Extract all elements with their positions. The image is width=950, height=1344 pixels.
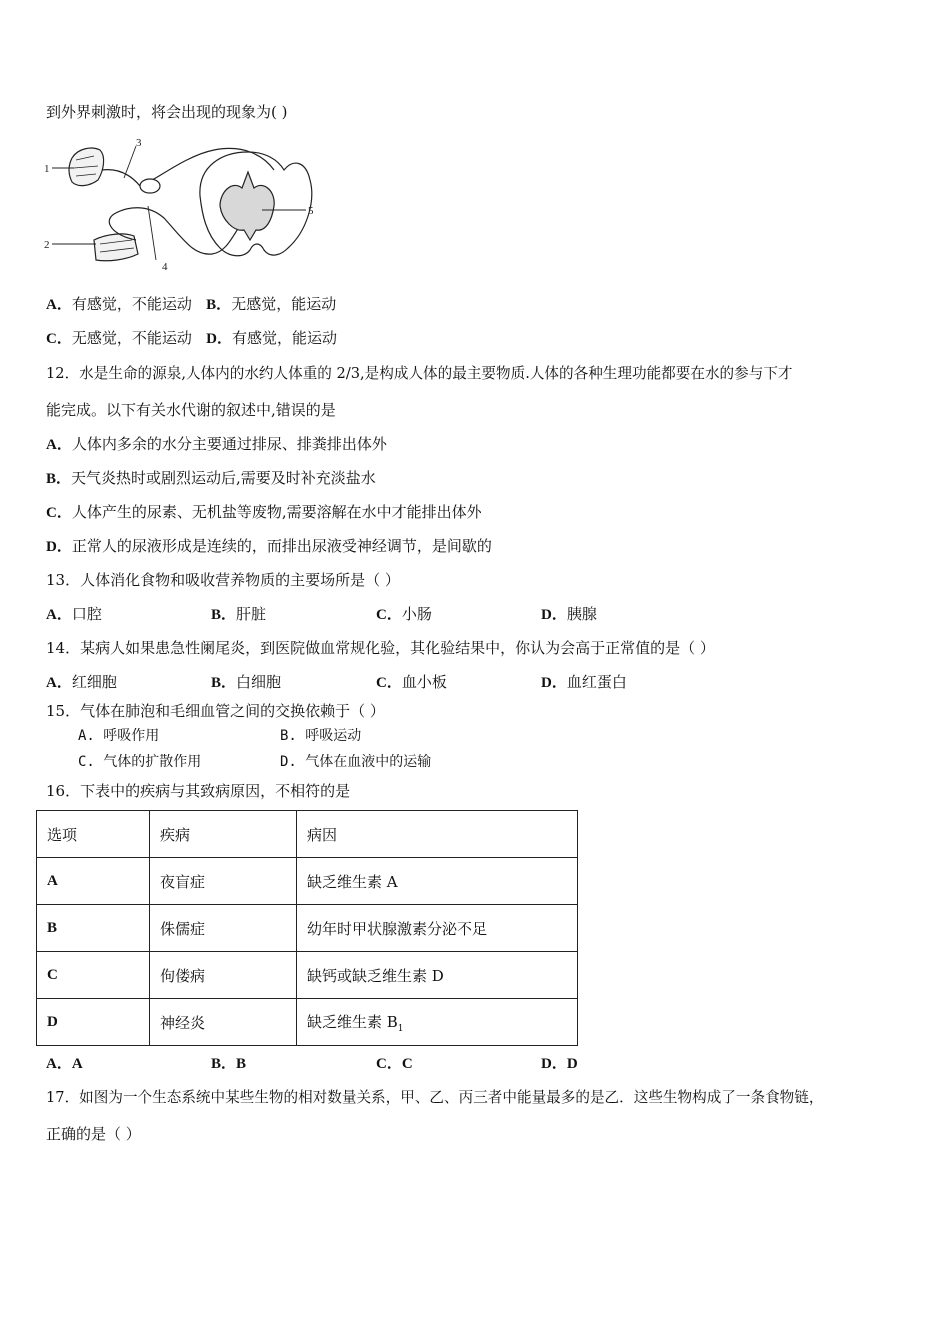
q16-option-c xyxy=(376,1053,413,1074)
q12-option-d-text: 正常人的尿液形成是连续的，而排出尿液受神经调节，是间歇的 xyxy=(71,537,492,555)
q12-option-b xyxy=(46,468,376,489)
q12-option-b-label: B． xyxy=(46,471,72,487)
figure-label-5: 5 xyxy=(308,205,314,217)
q15-option-c xyxy=(78,752,201,772)
q13-option-b xyxy=(211,604,266,625)
q16-option-c-label: C． xyxy=(376,1056,402,1072)
q12-option-b-text: 天气炎热时或剧烈运动后,需要及时补充淡盐水 xyxy=(71,469,376,487)
q12-stem-line1: 12．水是生命的源泉,人体内的水约人体重的 2/3,是构成人体的最主要物质.人体的各种生理功能都要在水的参与下才 xyxy=(46,365,793,382)
q16-option-d-label: D． xyxy=(541,1056,567,1072)
table-cell-cause xyxy=(297,999,578,1046)
q15-option-d-text: 气体在血液中的运输 xyxy=(305,754,432,770)
q14-option-c-text: 血小板 xyxy=(401,673,447,691)
q16-option-a-text: A xyxy=(71,1056,83,1072)
table-row xyxy=(37,952,578,999)
q15-option-d-label: D. xyxy=(280,754,297,770)
q13-option-d-label: D． xyxy=(541,607,567,623)
table-cell-disease: 佝偻病 xyxy=(150,952,297,999)
q14-option-b xyxy=(211,672,281,693)
q13-stem: 13．人体消化食物和吸收营养物质的主要场所是（ ） xyxy=(46,571,400,589)
q13-option-a xyxy=(46,604,102,625)
q14-option-c-label: C． xyxy=(376,675,402,691)
q13-option-d-text: 胰腺 xyxy=(566,605,597,623)
q13-option-b-label: B． xyxy=(211,607,237,623)
q15-option-b-text: 呼吸运动 xyxy=(305,728,362,744)
q11-options-row2 xyxy=(46,328,337,349)
table-cell-option: C xyxy=(37,952,150,999)
q13-option-d xyxy=(541,604,597,625)
table-header-cause: 病因 xyxy=(297,811,578,858)
table-row xyxy=(37,905,578,952)
q13-option-a-text: 口腔 xyxy=(71,605,102,623)
table-row xyxy=(37,858,578,905)
q14-option-a xyxy=(46,672,117,693)
table-header-disease: 疾病 xyxy=(150,811,297,858)
q14-option-d-text: 血红蛋白 xyxy=(566,673,627,691)
q14-option-b-text: 白细胞 xyxy=(236,673,282,691)
q16-option-d-text: D xyxy=(566,1056,578,1072)
q17-stem-line1: 17．如图为一个生态系统中某些生物的相对数量关系，甲、乙、丙三者中能量最多的是乙．这些生物构成了一条食物链， xyxy=(46,1089,824,1106)
q11-option-a-text: 有感觉，不能运动 xyxy=(71,295,192,313)
q16-stem: 16．下表中的疾病与其致病原因，不相符的是 xyxy=(46,782,351,800)
table-header-option: 选项 xyxy=(37,811,150,858)
q14-option-b-label: B． xyxy=(211,675,237,691)
q12-option-a xyxy=(46,434,387,455)
q11-option-d-label: D． xyxy=(206,331,233,347)
q12-option-c xyxy=(46,502,482,523)
table-cell-cause-subscript: 1 xyxy=(397,1023,404,1034)
q14-option-c xyxy=(376,672,447,693)
q15-option-c-text: 气体的扩散作用 xyxy=(103,754,202,770)
q16-option-d xyxy=(541,1053,578,1074)
q15-option-a xyxy=(78,726,159,746)
q12-option-a-label: A． xyxy=(46,437,72,453)
q13-option-a-label: A． xyxy=(46,607,72,623)
table-row xyxy=(37,999,578,1046)
table-cell-cause-text: 缺乏维生素 B xyxy=(307,1012,398,1031)
q16-table xyxy=(36,810,578,1046)
q15-option-a-text: 呼吸作用 xyxy=(103,728,160,744)
q12-option-d xyxy=(46,536,492,557)
q12-option-a-text: 人体内多余的水分主要通过排尿、排粪排出体外 xyxy=(71,435,387,453)
q15-option-b-label: B. xyxy=(280,728,297,744)
q11-option-b-label: B． xyxy=(206,297,232,313)
q12-option-c-label: C． xyxy=(46,505,72,521)
q16-option-a-label: A． xyxy=(46,1056,72,1072)
q13-option-b-text: 肝脏 xyxy=(236,605,267,623)
q16-option-b-label: B． xyxy=(211,1056,237,1072)
q13-option-c xyxy=(376,604,432,625)
q14-option-a-label: A． xyxy=(46,675,72,691)
q16-option-c-text: C xyxy=(401,1056,413,1072)
reflex-arc-figure xyxy=(44,136,320,278)
q14-option-a-text: 红细胞 xyxy=(71,673,117,691)
table-cell-cause: 幼年时甲状腺激素分泌不足 xyxy=(297,905,578,952)
q15-option-a-label: A. xyxy=(78,728,95,744)
q12-option-c-text: 人体产生的尿素、无机盐等废物,需要溶解在水中才能排出体外 xyxy=(71,503,482,521)
figure-label-2: 2 xyxy=(44,239,50,251)
table-cell-disease: 夜盲症 xyxy=(150,858,297,905)
q16-option-b xyxy=(211,1053,246,1074)
q13-option-c-label: C． xyxy=(376,607,402,623)
table-cell-cause: 缺乏维生素 A xyxy=(297,858,578,905)
table-cell-option: B xyxy=(37,905,150,952)
table-cell-disease: 神经炎 xyxy=(150,999,297,1046)
q14-option-d xyxy=(541,672,627,693)
q11-option-c-text: 无感觉，不能运动 xyxy=(71,329,192,347)
q11-option-c-label: C． xyxy=(46,331,72,347)
q11-option-a-label: A． xyxy=(46,297,72,313)
q17-stem-line2: 正确的是（ ） xyxy=(46,1125,141,1143)
table-cell-option: D xyxy=(37,999,150,1046)
q13-option-c-text: 小肠 xyxy=(401,605,432,623)
q16-option-b-text: B xyxy=(236,1056,247,1072)
table-cell-disease: 侏儒症 xyxy=(150,905,297,952)
q11-option-d-text: 有感觉，能运动 xyxy=(232,329,338,347)
q12-option-d-label: D． xyxy=(46,539,72,555)
figure-label-1: 1 xyxy=(44,163,50,175)
q11-option-b-text: 无感觉，能运动 xyxy=(231,295,337,313)
q12-stem-line2: 能完成。以下有关水代谢的叙述中,错误的是 xyxy=(46,401,336,419)
q11-intro: 到外界刺激时，将会出现的现象为( ) xyxy=(46,103,288,121)
q14-stem: 14．某病人如果患急性阑尾炎，到医院做血常规化验，其化验结果中，你认为会高于正常值的是（ ） xyxy=(46,639,715,657)
q15-option-b xyxy=(280,726,361,746)
q14-option-d-label: D． xyxy=(541,675,567,691)
figure-label-4: 4 xyxy=(162,261,168,273)
q11-options-row1 xyxy=(46,294,336,315)
table-cell-cause: 缺钙或缺乏维生素 D xyxy=(297,952,578,999)
q15-option-c-label: C. xyxy=(78,754,95,770)
figure-label-3: 3 xyxy=(136,137,142,149)
q15-stem: 15．气体在肺泡和毛细血管之间的交换依赖于（ ） xyxy=(46,702,385,720)
table-header-row xyxy=(37,811,578,858)
table-cell-option: A xyxy=(37,858,150,905)
q15-option-d xyxy=(280,752,431,772)
q16-option-a xyxy=(46,1053,83,1074)
